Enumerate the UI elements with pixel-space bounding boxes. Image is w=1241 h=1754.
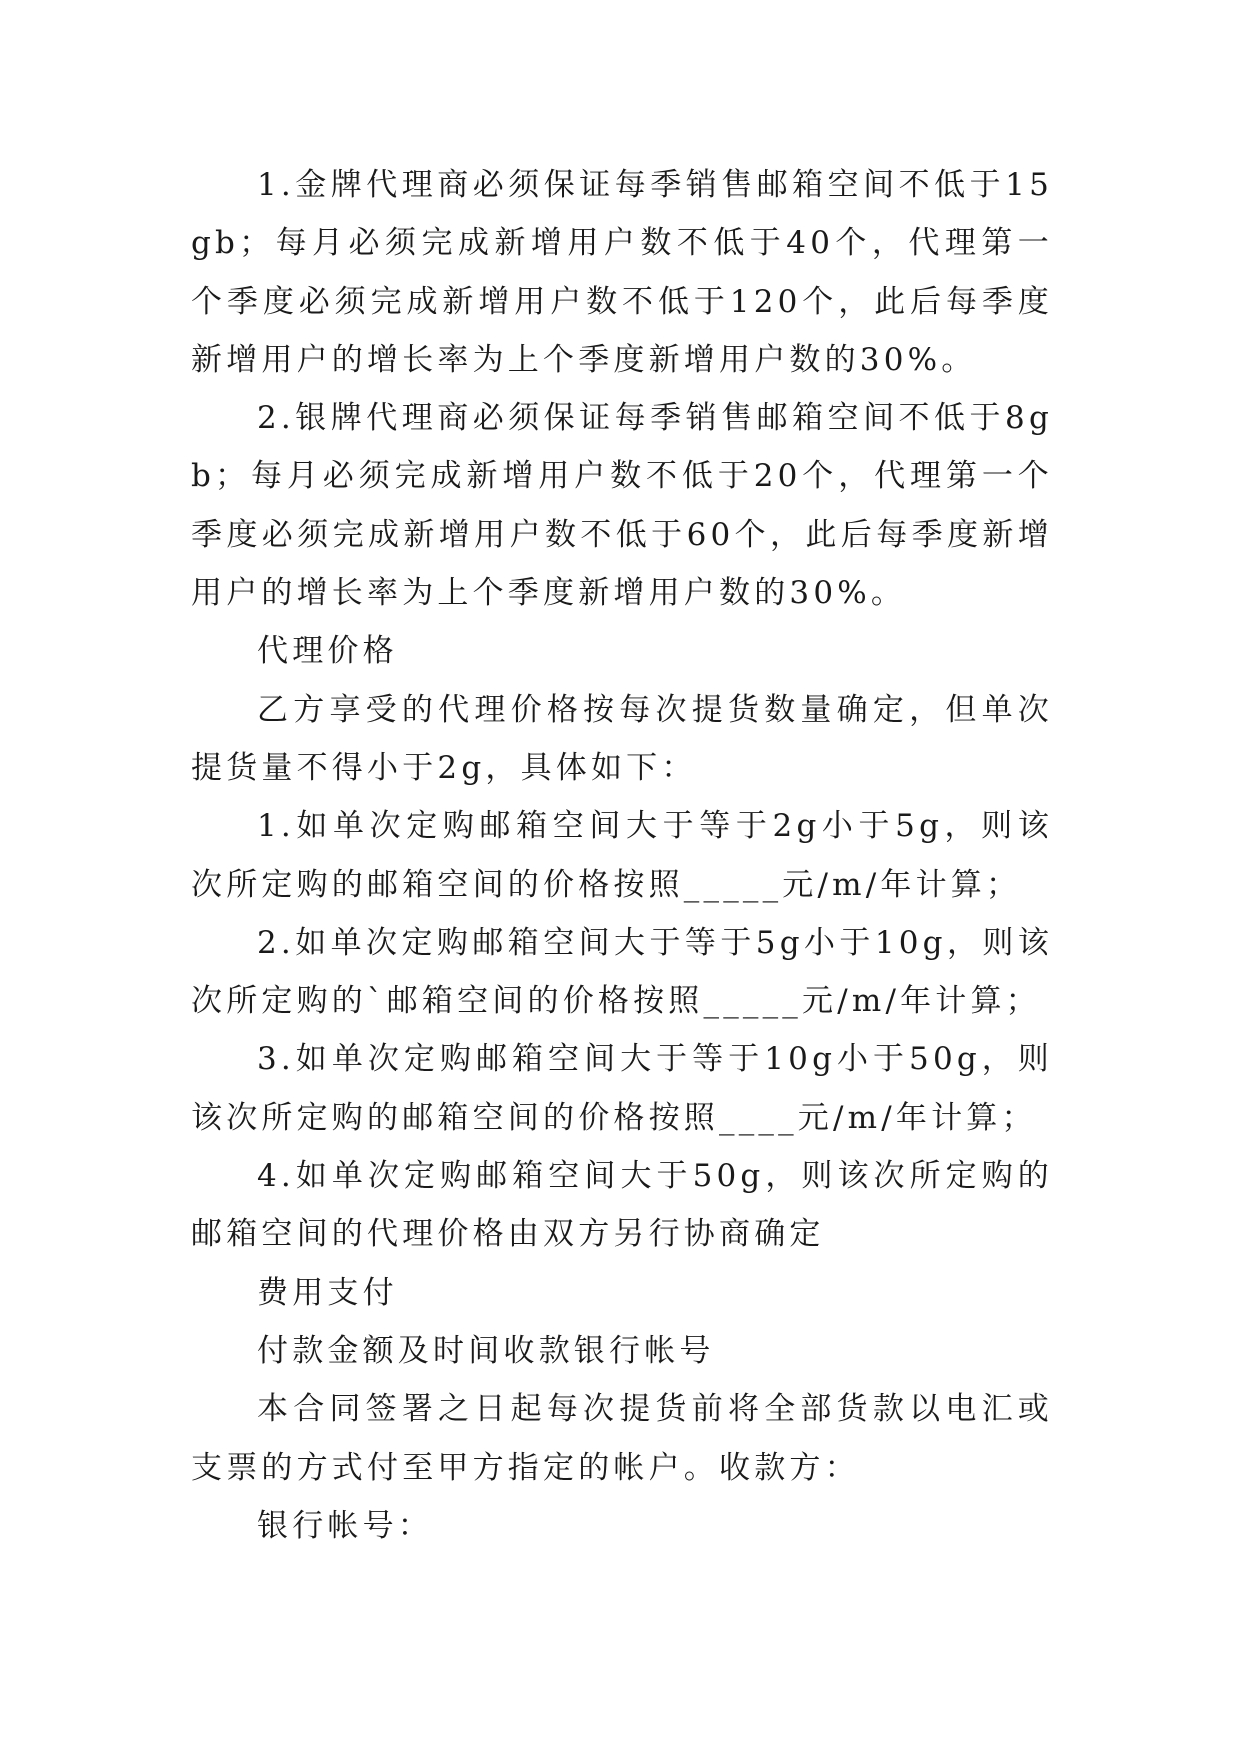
clause-silver-agent: 2.银牌代理商必须保证每季销售邮箱空间不低于8gb；每月必须完成新增用户数不低于20个，代理第一个季度必须完成新增用户数不低于60个，此后每季度新增用户的增长率为上个季度新增用户数的30%。: [191, 400, 1053, 612]
price-tier-2: 2.如单次定购邮箱空间大于等于5g小于10g，则该次所定购的`邮箱空间的价格按照_____元/m/年计算；: [191, 924, 1053, 1020]
document-body: [191, 156, 1053, 1555]
section-heading-payment: 费用支付: [257, 1274, 398, 1311]
payment-terms-paragraph: 本合同签署之日起每次提货前将全部货款以电汇或支票的方式付至甲方指定的帐户。收款方：: [191, 1391, 1053, 1486]
payment-subheading: 付款金额及时间收款银行帐号: [257, 1332, 715, 1369]
price-tier-1: 1.如单次定购邮箱空间大于等于2g小于5g，则该次所定购的邮箱空间的价格按照_____元/m/年计算；: [191, 808, 1053, 903]
clause-gold-agent: 1.金牌代理商必须保证每季销售邮箱空间不低于15gb；每月必须完成新增用户数不低于40个，代理第一个季度必须完成新增用户数不低于120个，此后每季度新增用户的增长率为上个季度新增用户数的30%。: [191, 167, 1053, 378]
price-tier-3: 3.如单次定购邮箱空间大于等于10g小于50g，则该次所定购的邮箱空间的价格按照____元/m/年计算；: [191, 1041, 1053, 1136]
price-intro-paragraph: 乙方享受的代理价格按每次提货数量确定，但单次提货量不得小于2g，具体如下：: [191, 691, 1053, 786]
bank-account-label: 银行帐号：: [257, 1507, 433, 1544]
price-tier-4: 4.如单次定购邮箱空间大于50g，则该次所定购的邮箱空间的代理价格由双方另行协商确定: [191, 1158, 1053, 1253]
section-heading-agent-price: 代理价格: [257, 633, 398, 670]
